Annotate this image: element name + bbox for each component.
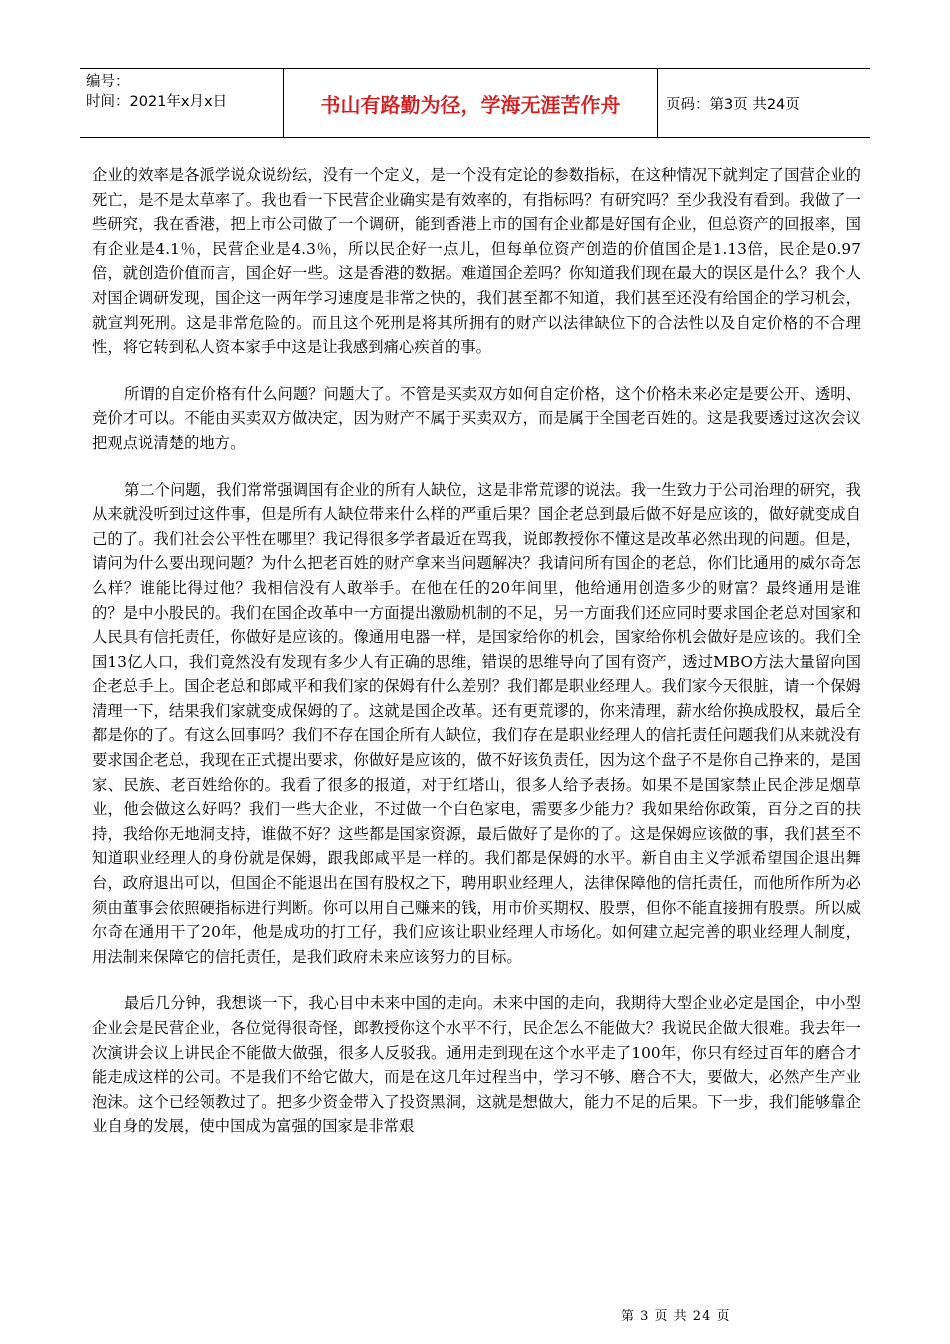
- header-motto: 书山有路勤为径，学海无涯苦作舟: [283, 69, 658, 137]
- paragraph-1: 企业的效率是各派学说众说纷纭，没有一个定义，是一个没有定论的参数指标，在这种情况下就判定了国营企业的死亡，是不是太草率了。我也看一下民营企业确实是有效率的，有指标吗？有研究吗？至少我没有看到。我做了一些研究，我在香港，把上市公司做了一个调研，能到香港上市的国有企业都是好国有企业，但总资产的回报率，国有企业是4.1％，民营企业是4.3％，所以民企好一点儿，但每单位资产创造的价值国企是1.13倍，民企是0.97倍，就创造价值而言，国企好一些。这是香港的数据。难道国企差吗？你知道我们现在最大的误区是什么？我个人对国企调研发现，国企这一两年学习速度是非常之快的，我们甚至都不知道，我们甚至还没有给国企的学习机会，就宣判死刑。这是非常危险的。而且这个死刑是将其所拥有的财产以法律缺位下的合法性以及自定价格的不合理性，将它转到私人资本家手中这是让我感到痛心疾首的事。: [92, 166, 861, 357]
- document-number-label: 编号：: [86, 74, 130, 90]
- document-header: [80, 68, 870, 138]
- header-meta-cell: [80, 69, 283, 137]
- header-page-info: 页码：第3页 共24页: [666, 96, 800, 113]
- page-footer: 第 3 页 共 24 页: [621, 1309, 731, 1324]
- paragraph-2: 所谓的自定价格有什么问题？问题大了。不管是买卖双方如何自定价格，这个价格未来必定是要公开、透明、竞价才可以。不能由买卖双方做决定，因为财产不属于买卖双方，而是属于全国老百姓的。这是我要透过这次会议把观点说清楚的地方。: [92, 384, 861, 452]
- paragraph-3: 第二个问题，我们常常强调国有企业的所有人缺位，这是非常荒谬的说法。我一生致力于公司治理的研究，我从来就没听到过这件事，但是所有人缺位带来什么样的严重后果？国企老总到最后做不好是应该的，做好就变成自己的了。我们社会公平性在哪里？我记得很多学者最近在骂我，说郎教授你不懂这是改革必然出现的问题。但是，请问为什么要出现问题？为什么把老百姓的财产拿来当问题解决？我请问所有国企的老总，你们比通用的威尔奇怎么样？谁能比得过他？我相信没有人敢举手。在他在任的20年间里，他给通用创造多少的财富？最终通用是谁的？是中小股民的。我们在国企改革中一方面提出激励机制的不足，另一方面我们还应同时要求国企老总对国家和人民具有信托责任，你做好是应该的。像通用电器一样，是国家给你的机会，国家给你机会做好是应该的。我们全国13亿人口，我们竟然没有发现有多少人有正确的思维，错误的思维导向了国有资产，透过MBO方法大量留向国企老总手上。国企老总和郎咸平和我们家的保姆有什么差别？我们都是职业经理人。我们家今天很脏，请一个保姆清理一下，结果我们家就变成保姆的了。这就是国企改革。还有更荒谬的，你来清理，薪水给你换成股权，最后全都是你的了。有这么回事吗？我们不存在国企所有人缺位，我们存在是职业经理人的信托责任问题我们从来就没有要求国企老总，我现在正式提出要求，你做好是应该的，做不好该负责任，因为这个盘子不是你自己挣来的，是国家、民族、老百姓给你的。我看了很多的报道，对于红塔山，很多人给予表扬。如果不是国家禁止民企涉足烟草业，他会做这么好吗？我们一些大企业，不过做一个白色家电，需要多少能力？我如果给你政策，百分之百的扶持，我给你无地洞支持，谁做不好？这些都是国家资源，最后做好了是你的了。这是保姆应该做的事，我们甚至不知道职业经理人的身份就是保姆，跟我郎咸平是一样的。我们都是保姆的水平。新自由主义学派希望国企退出舞台，政府退出可以，但国企不能退出在国有股权之下，聘用职业经理人，法律保障他的信托责任，而他所作所为必须由董事会依照硬指标进行判断。你可以用自己赚来的钱，用市价买期权、股票，但你不能直接拥有股票。所以威尔奇在通用干了20年，他是成功的打工仔，我们应该让职业经理人市场化。如何建立起完善的职业经理人制度，用法制来保障它的信托责任，是我们政府未来应该努力的目标。: [92, 480, 861, 966]
- document-time-label: 时间：2021年x月x日: [86, 94, 228, 110]
- paragraph-4: 最后几分钟，我想谈一下，我心目中未来中国的走向。未来中国的走向，我期待大型企业必定是国企，中小型企业会是民营企业，各位觉得很奇怪，郎教授你这个水平不行，民企怎么不能做大？我说民企做大很难。我去年一次演讲会议上讲民企不能做大做强，很多人反驳我。通用走到现在这个水平走了100年，你只有经过百年的磨合才能走成这样的公司。不是我们不给它做大，而是在这几年过程当中，学习不够、磨合不大，要做大，必然产生产业泡沫。这个已经领教过了。把多少资金带入了投资黑洞，这就是想做大，能力不足的后果。下一步，我们能够靠企业自身的发展，使中国成为富强的国家是非常艰: [92, 994, 861, 1136]
- document-body: [92, 163, 861, 1161]
